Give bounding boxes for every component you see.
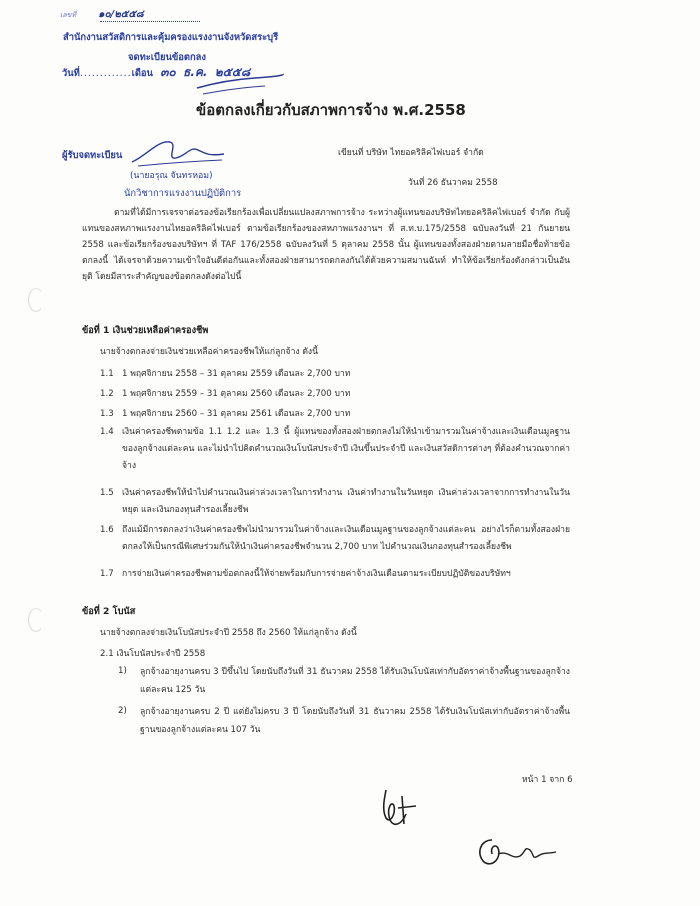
section2-lead: นายจ้างตกลงจ่ายเงินโบนัสประจำปี 2558 ถึง 2560 ให้แก่ลูกจ้าง ดังนี้	[100, 628, 357, 638]
registrar-signature	[128, 136, 228, 170]
punch-hole-bottom	[28, 608, 44, 632]
stamp-registrar-name: (นายอรุณ จันทรหอม)	[130, 171, 213, 181]
signature-middle	[372, 784, 432, 834]
section1-item-1-5-no: 1.5	[100, 488, 114, 498]
stamp-date-scribble	[195, 70, 285, 100]
punch-hole-top	[28, 288, 44, 312]
document-title: ข้อตกลงเกี่ยวกับสภาพการจ้าง พ.ศ.2558	[196, 101, 466, 119]
section1-item-1-4-no: 1.4	[100, 427, 114, 437]
section2-item-2-no: 2)	[118, 706, 127, 716]
section1-heading: ข้อที่ 1 เงินช่วยเหลือค่าครองชีพ	[82, 325, 209, 336]
stamp-date-month: ธ.ค.	[183, 65, 208, 79]
stamp-date-day: ๓๐	[160, 65, 176, 79]
section1-item-1-6-no: 1.6	[100, 525, 114, 535]
document-written-at: เขียนที่ บริษัท ไทยอคริลิคไฟเบอร์ จำกัด	[338, 148, 484, 158]
stamp-registered-label: จดทะเบียนข้อตกลง	[128, 52, 206, 63]
document-date: วันที่ 26 ธันวาคม 2558	[408, 178, 498, 188]
stamp-registrar-title: นักวิชาการแรงงานปฏิบัติการ	[124, 188, 242, 199]
intro-paragraph: ตามที่ได้มีการเจรจาต่อรองข้อเรียกร้องเพื่อเปลี่ยนแปลงสภาพการจ้าง ระหว่างผู้แทนของบริษัทไทยอคริลิคไฟเบอร์ จำกัด กับผู้แทนของสหภาพแรงงานไทยอคริลิคไฟเบอร์ ตามข้อเรียกร้องของสหภาพแรงงานฯ ที่ ส.ท.บ.175/2558 ฉบับลงวันที่ 21 กันยายน 2558 และข้อเรียกร้องของบริษัทฯ ที่ TAF 176/2558 ฉบับลงวันที่ 5 ตุลาคม 2558 นั้น ผู้แทนของทั้งสองฝ่ายตามลายมือชื่อท้ายข้อตกลงนี้ ได้เจรจาด้วยความเข้าใจอันดีต่อกันและทั้งสองฝ่ายสามารถตกลงกันได้ด้วยความสมานฉันท์ ทำให้ข้อเรียกร้องดังกล่าวเป็นอันยุติ โดยมีสาระสำคัญของข้อตกลงดังต่อไปนี้	[82, 208, 570, 282]
section2-item-1-no: 1)	[118, 666, 127, 676]
page-number: หน้า 1 จาก 6	[522, 775, 573, 785]
stamp-corner-mark: เลขที่	[60, 11, 77, 19]
stamp-registration-number: เลขที่ ๑๐/๒๕๕๘	[60, 9, 144, 20]
section2-item-2-text: ลูกจ้างอายุงานครบ 2 ปี แต่ยังไม่ครบ 3 ปี โดยนับถึงวันที่ 31 ธันวาคม 2558 ได้รับเงินโบนัสเท่ากับอัตราค่าจ้างพื้นฐานของลูกจ้างแต่ละคน 107 วัน	[140, 707, 570, 735]
section1-item-1-1: 1.1 1 พฤศจิกายน 2558 – 31 ตุลาคม 2559 เดือนละ 2,700 บาท	[100, 369, 351, 379]
section1-item-1-3: 1.3 1 พฤศจิกายน 2560 – 31 ตุลาคม 2561 เดือนละ 2,700 บาท	[100, 409, 351, 419]
stamp-date-line: วันที่.............เดือน ๓๐ ธ.ค. ๒๕๕๘	[62, 65, 251, 79]
section2-item-1-text: ลูกจ้างอายุงานครบ 3 ปีขึ้นไป โดยนับถึงวันที่ 31 ธันวาคม 2558 ได้รับเงินโบนัสเท่ากับอัตราค่าจ้างพื้นฐานของลูกจ้างแต่ละคน 125 วัน	[140, 667, 570, 695]
stamp-date-year: ๒๕๕๘	[214, 65, 251, 79]
stamp-number-underline	[100, 21, 200, 22]
signature-bottom-right	[474, 832, 564, 872]
section2-heading: ข้อที่ 2 โบนัส	[82, 606, 136, 617]
section1-item-1-2: 1.2 1 พฤศจิกายน 2559 – 31 ตุลาคม 2560 เดือนละ 2,700 บาท	[100, 389, 351, 399]
section1-item-1-5-text: เงินค่าครองชีพให้นำไปคำนวณเงินค่าล่วงเวลาในการทำงาน เงินค่าทำงานในวันหยุด เงินค่าล่วงเวลาจากการทำงานในวันหยุด และเงินกองทุนสำรองเลี้ยงชีพ	[122, 488, 570, 515]
stamp-office-name: สำนักงานสวัสดิการและคุ้มครองแรงงานจังหวัดสระบุรี	[63, 32, 279, 43]
stamp-registrar-label: ผู้รับจดทะเบียน	[62, 150, 123, 161]
section1-item-1-7: 1.7 การจ่ายเงินค่าครองชีพตามข้อตกลงนี้ให้จ่ายพร้อมกับการจ่ายค่าจ้างเงินเดือนตามระเบียบปฏิบัติของบริษัทฯ	[100, 569, 511, 579]
section1-item-1-6-text: ถึงแม้มีการตกลงว่าเงินค่าครองชีพไม่นำมารวมในค่าจ้างและเงินเดือนมูลฐานของลูกจ้างแต่ละคน อย่างไรก็ตามทั้งสองฝ่ายตกลงให้เป็นกรณีพิเศษร่วมกันให้นำเงินค่าครองชีพจำนวน 2,700 บาท ไปคำนวณเงินกองทุนสำรองเลี้ยงชีพ	[122, 525, 570, 552]
section2-sub: 2.1 เงินโบนัสประจำปี 2558	[100, 649, 206, 659]
section1-lead: นายจ้างตกลงจ่ายเงินช่วยเหลือค่าครองชีพให้แก่ลูกจ้าง ดังนี้	[100, 347, 318, 357]
section1-item-1-4-text: เงินค่าครองชีพตามข้อ 1.1 1.2 และ 1.3 นี้ ผู้แทนของทั้งสองฝ่ายตกลงไม่ให้นำเข้ามารวมในค่าจ้างและเงินเดือนมูลฐานของลูกจ้างแต่ละคน และไม่นำไปคิดคำนวณเงินโบนัสประจำปี เงินขึ้นประจำปี และเงินสวัสดิการต่างๆ ที่ต้องคำนวณจากค่าจ้าง	[122, 427, 570, 471]
